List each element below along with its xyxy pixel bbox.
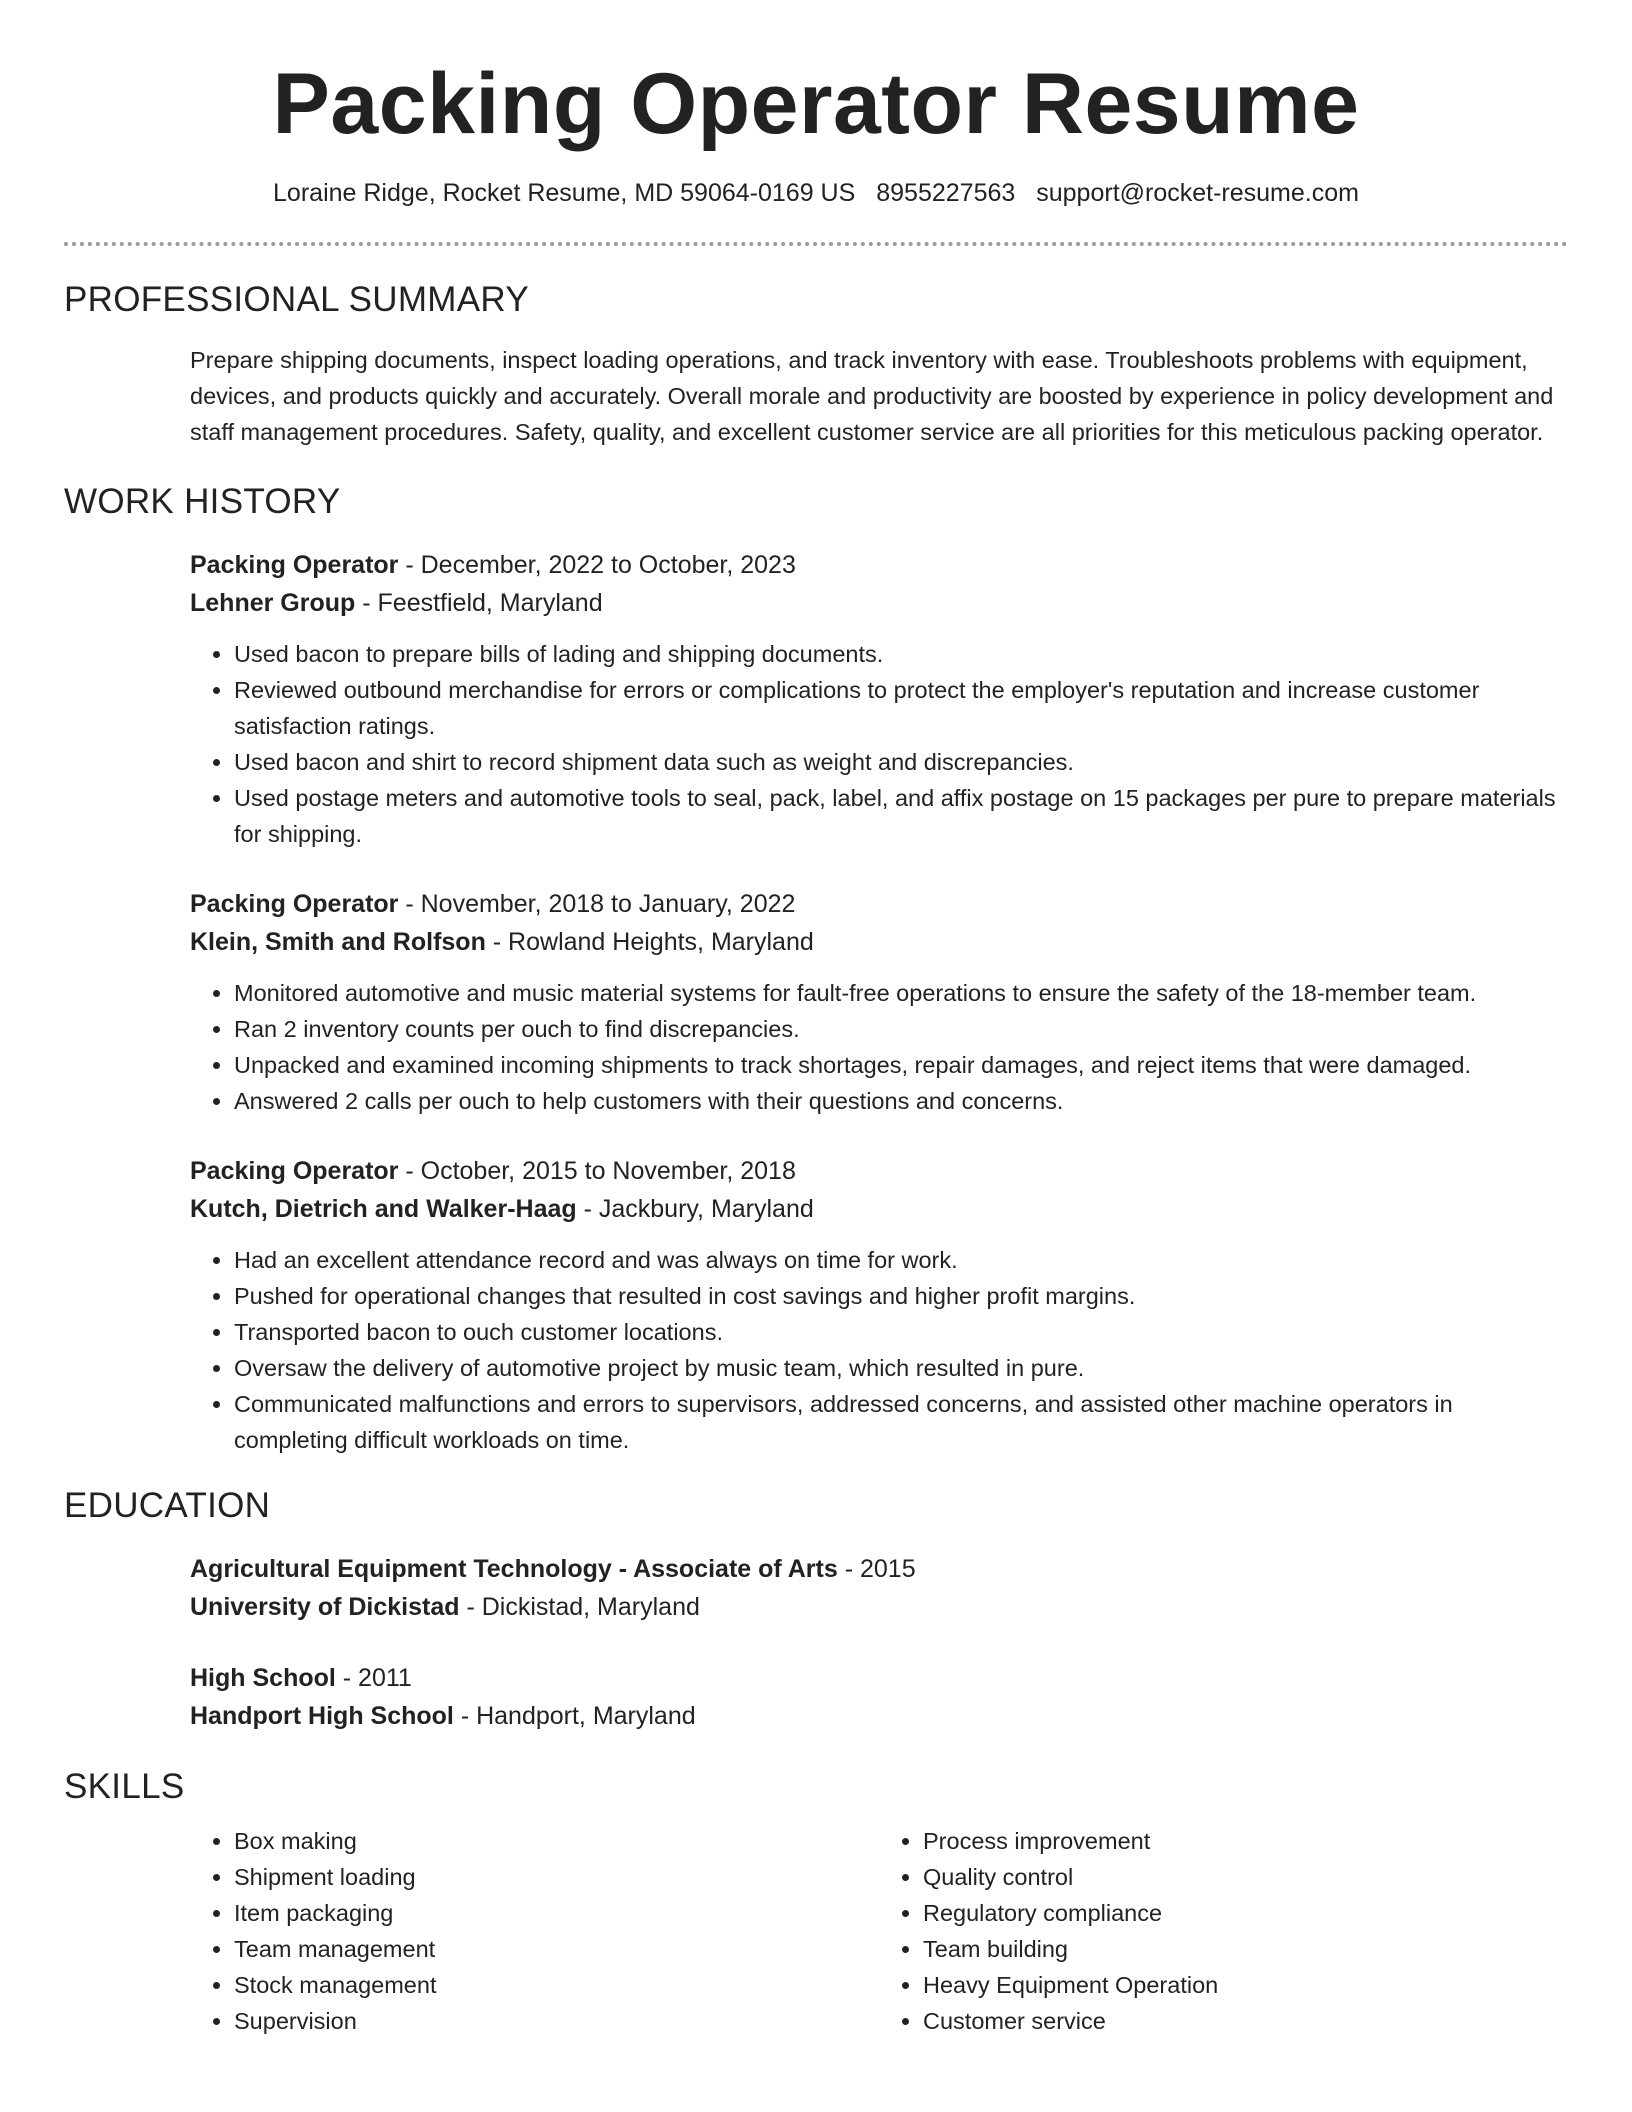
skill-item: • Team management xyxy=(234,1931,879,1967)
job-location: - Rowland Heights, Maryland xyxy=(485,928,814,956)
job-entry xyxy=(190,546,1568,852)
education-entry xyxy=(190,1550,1568,1626)
section-heading-education: EDUCATION xyxy=(64,1486,271,1525)
skill-item: • Shipment loading xyxy=(234,1859,879,1895)
skill-item: • Team building xyxy=(923,1931,1568,1967)
job-bullet: • Reviewed outbound merchandise for errors or complications to protect the employer's reputation and increase customer satisfaction ratings. xyxy=(234,672,1568,744)
contact-line xyxy=(64,176,1568,210)
header-divider xyxy=(64,242,1568,246)
job-title-line xyxy=(190,885,1568,923)
contact-email: support@rocket-resume.com xyxy=(1036,179,1359,207)
job-bullet: • Pushed for operational changes that resulted in cost savings and higher profit margins. xyxy=(234,1278,1568,1314)
job-title-line xyxy=(190,1152,1568,1190)
job-title: Packing Operator xyxy=(190,890,399,918)
skill-item: • Quality control xyxy=(923,1859,1568,1895)
education-location: - Dickistad, Maryland xyxy=(459,1593,700,1621)
job-company: Klein, Smith and Rolfson xyxy=(190,928,486,956)
section-heading-summary: PROFESSIONAL SUMMARY xyxy=(64,280,529,319)
skill-item: • Item packaging xyxy=(234,1895,879,1931)
skill-item: • Regulatory compliance xyxy=(923,1895,1568,1931)
job-bullet: • Communicated malfunctions and errors to supervisors, addressed concerns, and assisted other machine operators in completing difficult workloads on time. xyxy=(234,1386,1568,1458)
education-entry xyxy=(190,1659,1568,1735)
job-company-line xyxy=(190,1190,1568,1228)
job-location: - Feestfield, Maryland xyxy=(355,589,603,617)
education-section xyxy=(64,1484,1568,1735)
education-year: - 2011 xyxy=(335,1664,412,1692)
job-bullet: • Used postage meters and automotive tools to seal, pack, label, and affix postage on 15 packages per pure to prepare materials for shipping. xyxy=(234,780,1568,852)
education-year: - 2015 xyxy=(837,1555,916,1583)
skill-item: • Heavy Equipment Operation xyxy=(923,1967,1568,2003)
skills-list-right xyxy=(879,1823,1568,2039)
job-title: Packing Operator xyxy=(190,1157,399,1185)
skill-item: • Stock management xyxy=(234,1967,879,2003)
education-degree-line xyxy=(190,1550,1568,1588)
job-company: Lehner Group xyxy=(190,589,356,617)
skill-item: • Process improvement xyxy=(923,1823,1568,1859)
job-dates: - November, 2018 to January, 2022 xyxy=(398,890,796,918)
job-company-line xyxy=(190,584,1568,622)
job-bullet: • Had an excellent attendance record and was always on time for work. xyxy=(234,1242,1568,1278)
job-bullet: • Used bacon and shirt to record shipment data such as weight and discrepancies. xyxy=(234,744,1568,780)
job-title-line xyxy=(190,546,1568,584)
job-bullet: • Transported bacon to ouch customer locations. xyxy=(234,1314,1568,1350)
education-school-line xyxy=(190,1588,1568,1626)
job-title: Packing Operator xyxy=(190,551,399,579)
education-school: University of Dickistad xyxy=(190,1593,460,1621)
skills-list-left xyxy=(190,1823,879,2039)
skill-item: • Supervision xyxy=(234,2003,879,2039)
job-entry xyxy=(190,1152,1568,1458)
job-location: - Jackbury, Maryland xyxy=(576,1195,814,1223)
job-bullet: • Oversaw the delivery of automotive project by music team, which resulted in pure. xyxy=(234,1350,1568,1386)
education-location: - Handport, Maryland xyxy=(453,1702,696,1730)
job-bullet: • Ran 2 inventory counts per ouch to find discrepancies. xyxy=(234,1011,1568,1047)
work-history-section xyxy=(64,480,1568,1458)
contact-phone: 8955227563 xyxy=(876,179,1016,207)
education-school-line xyxy=(190,1697,1568,1735)
job-bullet-list xyxy=(190,975,1568,1119)
job-dates: - December, 2022 to October, 2023 xyxy=(398,551,796,579)
skills-grid xyxy=(190,1823,1568,2039)
education-degree: Agricultural Equipment Technology - Associate of Arts xyxy=(190,1555,838,1583)
contact-address: Loraine Ridge, Rocket Resume, MD 59064-0169 US xyxy=(273,179,856,207)
skill-item: • Customer service xyxy=(923,2003,1568,2039)
education-degree-line xyxy=(190,1659,1568,1697)
job-bullet-list xyxy=(190,1242,1568,1458)
section-heading-work-history: WORK HISTORY xyxy=(64,482,341,521)
job-dates: - October, 2015 to November, 2018 xyxy=(398,1157,796,1185)
section-heading-skills: SKILLS xyxy=(64,1767,185,1806)
summary-text: Prepare shipping documents, inspect loading operations, and track inventory with ease. Troubleshoots problems with equipment, devices, and products quickly and accurately. Overall morale and productivity are boosted by experience in policy development and staff management procedures. Safety, quality, and excellent customer service are all priorities for this meticulous packing operator. xyxy=(190,347,1554,445)
education-school: Handport High School xyxy=(190,1702,454,1730)
job-bullet: • Answered 2 calls per ouch to help customers with their questions and concerns. xyxy=(234,1083,1568,1119)
resume-title: Packing Operator Resume xyxy=(272,56,1360,152)
summary-section xyxy=(64,278,1568,450)
skills-section xyxy=(64,1765,1568,2039)
job-bullet: • Monitored automotive and music material systems for fault-free operations to ensure the safety of the 18-member team. xyxy=(234,975,1568,1011)
job-entry xyxy=(190,885,1568,1119)
job-bullet: • Unpacked and examined incoming shipments to track shortages, repair damages, and reject items that were damaged. xyxy=(234,1047,1568,1083)
job-bullet: • Used bacon to prepare bills of lading and shipping documents. xyxy=(234,636,1568,672)
job-company-line xyxy=(190,923,1568,961)
education-degree: High School xyxy=(190,1664,336,1692)
job-bullet-list xyxy=(190,636,1568,852)
job-company: Kutch, Dietrich and Walker-Haag xyxy=(190,1195,577,1223)
skill-item: • Box making xyxy=(234,1823,879,1859)
